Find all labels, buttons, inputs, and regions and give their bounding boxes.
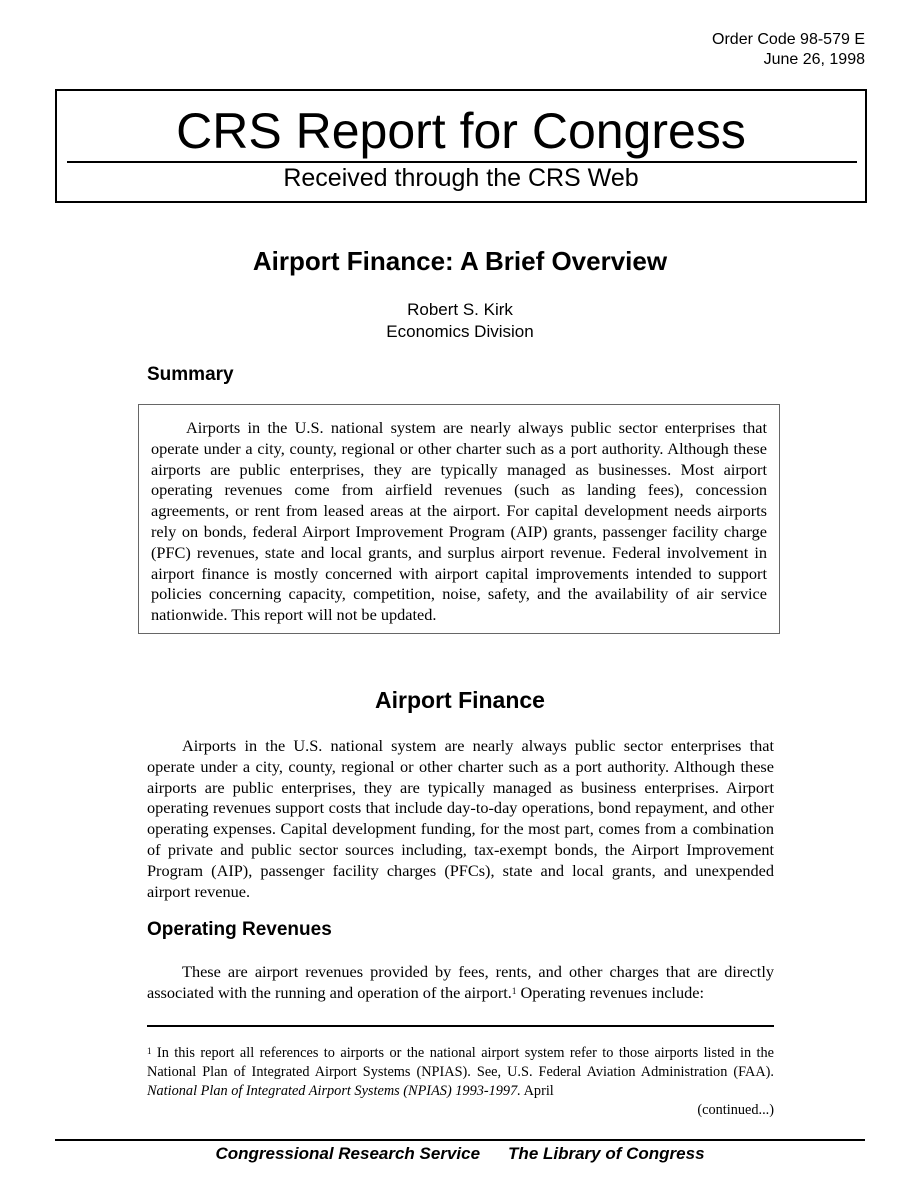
- footer-crs: Congressional Research Service: [215, 1144, 481, 1163]
- page-footer: [0, 1143, 920, 1165]
- footnote-text-start: In this report all references to airports or the national airport system refer to those airports listed in the National Plan of Integrated Airport Systems (NPIAS). See, U.S. Federal Aviation Administration (FAA).: [147, 1045, 774, 1080]
- operating-revenues-heading: Operating Revenues: [147, 919, 332, 940]
- footer-loc: The Library of Congress: [508, 1144, 705, 1163]
- operating-revenues-section: [147, 962, 774, 1004]
- footnote: [147, 1044, 774, 1120]
- order-code-block: [712, 30, 865, 70]
- author-name: Robert S. Kirk: [407, 300, 513, 319]
- operating-revenues-text-start: These are airport revenues provided by fees, rents, and other charges that are directly associated with the running and operation of the airport.: [147, 962, 774, 1002]
- summary-text: Airports in the U.S. national system are nearly always public sector enterprises that operate under a city, county, regional or other charter such as a port authority. Although these airports are public enterprises, they are typically managed as businesses. Most airport operating revenues come from airfield revenues (such as landing fees), concession agreements, or rent from leased areas at the airport. For capital development needs airports rely on bonds, federal Airport Improvement Program (AIP) grants, passenger facility charge (PFC) revenues, state and local grants, and surplus airport revenue. Federal involvement in airport finance is mostly concerned with airport capital improvements intended to support policies concerning capacity, competition, noise, safety, and the availability of air service nationwide. This report will not be updated.: [151, 418, 767, 625]
- airport-finance-heading: Airport Finance: [375, 687, 545, 713]
- author-block: [0, 299, 920, 343]
- order-code: Order Code 98-579 E: [712, 31, 865, 48]
- airport-finance-section: [147, 736, 774, 902]
- order-date: June 26, 1998: [763, 51, 865, 68]
- report-header-box: [55, 89, 867, 203]
- report-header-title: CRS Report for Congress: [176, 103, 746, 159]
- footnote-continued: (continued...): [697, 1102, 774, 1118]
- document-title: Airport Finance: A Brief Overview: [252, 246, 668, 276]
- operating-revenues-text-end: Operating revenues include:: [516, 982, 704, 1002]
- footnote-text-end: April: [520, 1083, 554, 1099]
- report-header-subtitle: Received through the CRS Web: [283, 164, 639, 192]
- footnote-number: 1: [147, 1046, 152, 1056]
- author-division: Economics Division: [386, 322, 534, 341]
- footnote-citation-title: National Plan of Integrated Airport Systems (NPIAS) 1993-1997.: [147, 1083, 521, 1099]
- summary-box: [138, 404, 780, 634]
- summary-heading: Summary: [147, 364, 234, 385]
- operating-revenues-text: [147, 962, 774, 1004]
- footnote-divider: [147, 1025, 774, 1027]
- airport-finance-text: Airports in the U.S. national system are nearly always public sector enterprises that operate under a city, county, regional or other charter such as a port authority. Although these airports are public enterprises, they are typically managed as business enterprises. Airport operating revenues support costs that include day-to-day operations, bond repayment, and other operating expenses. Capital development funding, for the most part, comes from a combination of private and public sector sources including, tax-exempt bonds, the Airport Improvement Program (AIP), passenger facility charges (PFCs), state and local grants, and unexpended airport revenue.: [147, 736, 774, 901]
- footnote-reference[interactable]: 1: [511, 985, 517, 996]
- footer-divider: [55, 1139, 865, 1141]
